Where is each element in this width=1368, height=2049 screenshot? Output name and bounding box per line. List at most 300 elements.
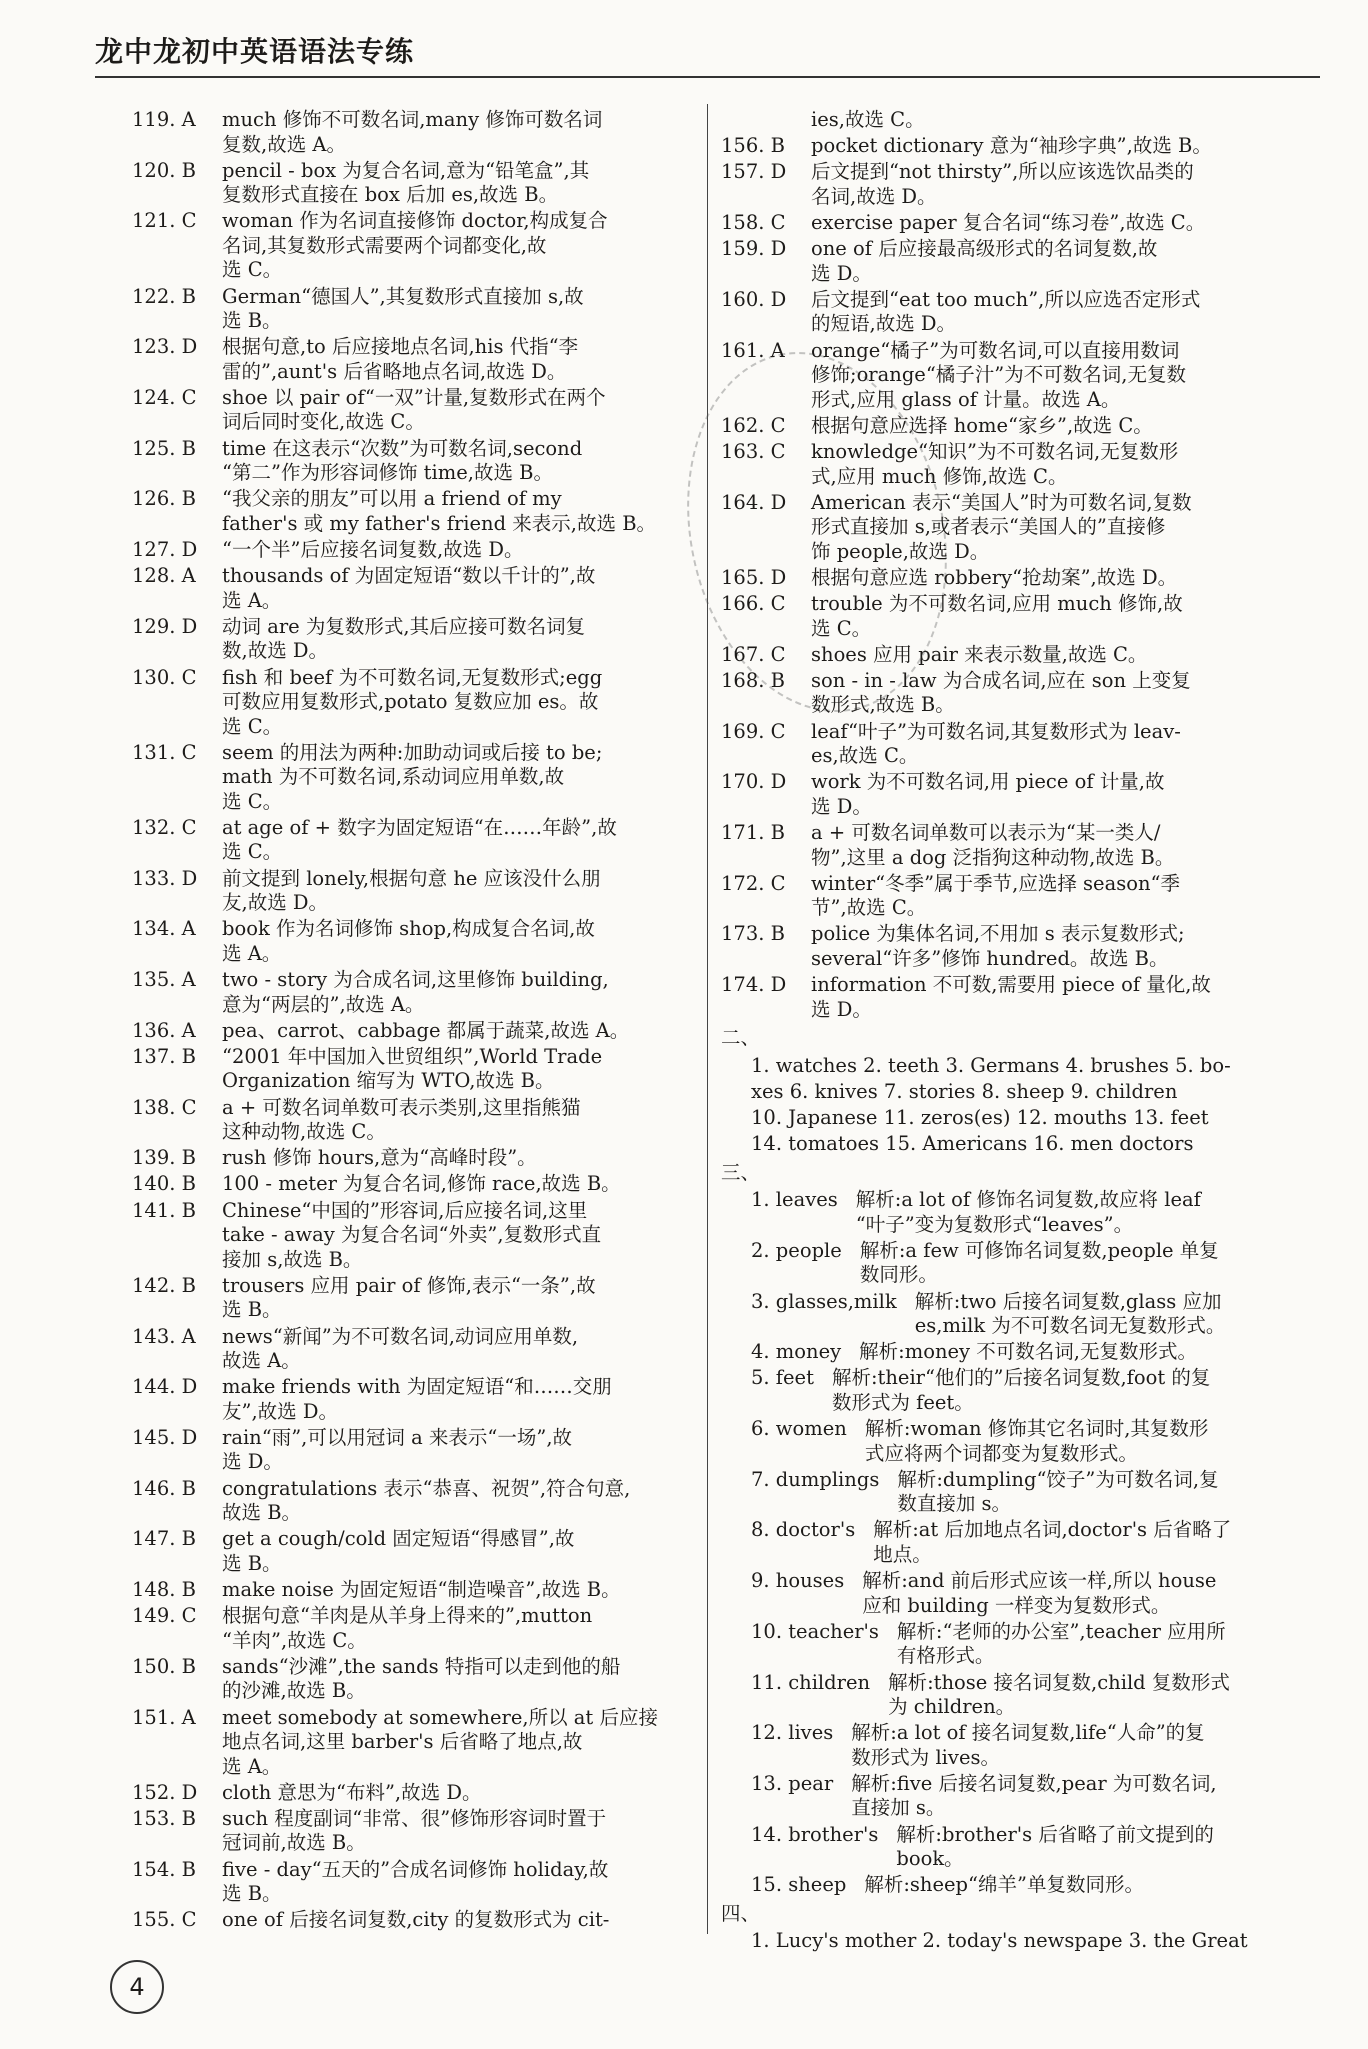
answer-explanation xyxy=(222,1807,702,1856)
fill-answer-line: xes 6. knives 7. stories 8. sheep 9. children xyxy=(751,1079,1178,1103)
answer-number: 140. B xyxy=(132,1172,196,1196)
fill-answer-line: 14. tomatoes 15. Americans 16. men doctors xyxy=(751,1132,1194,1156)
explanation-line: 饰 people,故选 D。 xyxy=(811,539,990,563)
explanation-line: information 不可数,需要用 piece of 量化,故 xyxy=(811,973,1211,997)
explanation-line: father's 或 my father's friend 来表示,故选 B。 xyxy=(222,511,657,535)
fill-answer: 10. teacher's xyxy=(751,1619,879,1643)
answer-explanation xyxy=(222,1146,702,1171)
answer-explanation xyxy=(222,741,702,815)
explanation-line: es,milk 为不可数名词无复数形式。 xyxy=(914,1314,1226,1337)
explanation-line: 解析:their“他们的”后接名词复数,foot 的复 xyxy=(831,1366,1211,1390)
answer-entry xyxy=(721,237,1321,286)
answer-explanation xyxy=(811,288,1321,337)
fill-answer: 13. pear xyxy=(751,1771,834,1795)
answer-number: 127. D xyxy=(132,538,198,561)
fill-answer: 12. lives xyxy=(751,1721,834,1745)
answer-entry xyxy=(132,1655,702,1704)
explanation-line: seem 的用法为两种:加助动词或后接 to be; xyxy=(222,740,603,764)
answer-entry xyxy=(132,108,702,157)
explanation-line: 为 children。 xyxy=(888,1695,1016,1718)
answer-explanation xyxy=(222,867,702,916)
explanation-line: 解析:money 不可数名词,无复数形式。 xyxy=(859,1340,1197,1364)
answer-entry xyxy=(721,872,1321,921)
answer-number: 143. A xyxy=(132,1324,196,1348)
explanation-line: 物”,这里 a dog 泛指狗这种动物,故选 B。 xyxy=(811,845,1175,869)
answer-number: 132. C xyxy=(132,815,197,839)
answer-number: 130. C xyxy=(132,665,197,689)
answer-explanation xyxy=(222,968,702,1017)
explanation-line: make noise 为固定短语“制造噪音”,故选 B。 xyxy=(222,1577,621,1601)
explanation-line: 这种动物,故选 C。 xyxy=(222,1120,386,1144)
answer-explanation xyxy=(811,669,1321,718)
answer-entry xyxy=(132,1325,702,1374)
answer-number: 153. B xyxy=(132,1806,196,1830)
fill-answer-item xyxy=(721,1671,1321,1720)
answer-entry xyxy=(721,414,1321,439)
answer-explanation xyxy=(811,211,1321,236)
explanation-line: 根据句意应选 robbery“抢劫案”,故选 D。 xyxy=(811,565,1178,589)
explanation-line: 形式,应用 glass of 计量。故选 A。 xyxy=(811,387,1121,411)
explanation-line: 根据句意“羊肉是从羊身上得来的”,mutton xyxy=(222,1604,593,1628)
answer-number: 166. C xyxy=(721,592,786,616)
fill-answer: 7. dumplings xyxy=(751,1467,880,1491)
explanation-line: time 在这表示“次数”为可数名词,second xyxy=(222,436,583,460)
explanation-line: 数,故选 D。 xyxy=(222,639,329,663)
explanation-line: 解析:and 前后形式应该一样,所以 house xyxy=(862,1569,1217,1593)
fill-answer: 11. children xyxy=(751,1670,871,1694)
right-entries xyxy=(721,134,1321,1022)
answer-number: 123. D xyxy=(132,335,198,359)
answer-explanation xyxy=(222,564,702,613)
fill-answer: 1. leaves xyxy=(751,1188,838,1212)
explanation-line: 解析:a few 可修饰名词复数,people 单复 xyxy=(859,1238,1219,1262)
explanation-line: 数直接加 s。 xyxy=(897,1492,1012,1516)
answer-entry xyxy=(132,1146,702,1171)
explanation-line: 的短语,故选 D。 xyxy=(811,312,957,336)
answer-explanation xyxy=(222,816,702,865)
answer-entry xyxy=(721,720,1321,769)
explanation-line: 选 C。 xyxy=(222,789,283,813)
explanation-line: book 作为名词修饰 shop,构成复合名词,故 xyxy=(222,917,595,941)
answer-explanation xyxy=(811,922,1321,971)
answer-number: 164. D xyxy=(721,490,787,514)
explanation-line: trouble 为不可数名词,应用 much 修饰,故 xyxy=(811,592,1183,616)
explanation-line: math 为不可数名词,系动词应用单数,故 xyxy=(222,765,565,789)
explanation-line: police 为集体名词,不用加 s 表示复数形式; xyxy=(811,922,1185,946)
explanation-line: 可数应用复数形式,potato 复数应加 es。故 xyxy=(222,690,599,714)
answer-entry xyxy=(132,1172,702,1197)
answer-entry xyxy=(132,666,702,740)
answer-entry xyxy=(132,1199,702,1273)
explanation-line: rush 修饰 hours,意为“高峰时段”。 xyxy=(222,1146,537,1170)
answer-entry xyxy=(132,538,702,563)
explanation-line: 根据句意应选择 home“家乡”,故选 C。 xyxy=(811,413,1153,437)
explanation-line: five - day“五天的”合成名词修饰 holiday,故 xyxy=(222,1857,609,1881)
answer-entry xyxy=(132,1578,702,1603)
answer-explanation xyxy=(222,285,702,334)
answer-entry xyxy=(132,159,702,208)
answer-explanation xyxy=(222,335,702,384)
answer-number: 163. C xyxy=(721,440,786,463)
explanation-line: 数形式,故选 B。 xyxy=(811,693,955,717)
fill-explanation xyxy=(842,1239,1321,1288)
answer-number: 165. D xyxy=(721,565,787,589)
explanation-line: 解析:brother's 后省略了前文提到的 xyxy=(896,1822,1214,1846)
answer-number: 119. A xyxy=(132,108,196,131)
header-rule xyxy=(95,76,1320,78)
explanation-line: 选 D。 xyxy=(222,1450,283,1474)
answer-entry xyxy=(132,741,702,815)
fill-explanation xyxy=(838,1188,1321,1237)
answer-number: 142. B xyxy=(132,1273,196,1297)
answer-entry xyxy=(721,922,1321,971)
explanation-line: 选 C。 xyxy=(222,714,283,738)
answer-number: 169. C xyxy=(721,719,786,743)
explanation-line: knowledge“知识”为不可数名词,无复数形 xyxy=(811,440,1179,463)
right-column xyxy=(721,108,1321,1955)
explanation-line: news“新闻”为不可数名词,动词应用单数, xyxy=(222,1324,579,1348)
fill-answer-item xyxy=(721,1366,1321,1415)
explanation-line: 选 C。 xyxy=(811,616,872,640)
answer-entry xyxy=(721,592,1321,641)
explanation-line: winter“冬季”属于季节,应选择 season“季 xyxy=(811,871,1180,895)
explanation-line: 故选 B。 xyxy=(222,1501,302,1525)
answer-entry xyxy=(721,669,1321,718)
answer-entry xyxy=(132,968,702,1017)
explanation-line: 前文提到 lonely,根据句意 he 应该没什么朋 xyxy=(222,866,601,890)
explanation-line: 选 B。 xyxy=(222,1882,282,1906)
answer-entry xyxy=(721,211,1321,236)
explanation-line: make friends with 为固定短语“和……交朋 xyxy=(222,1375,612,1399)
fill-explanation xyxy=(855,1518,1321,1567)
fill-answer-item xyxy=(721,1188,1321,1237)
answer-entry xyxy=(132,1604,702,1653)
page-number: 4 xyxy=(110,1960,164,2014)
answer-number: 168. B xyxy=(721,668,785,692)
answer-number: 121. C xyxy=(132,209,197,233)
fill-explanation xyxy=(879,1468,1321,1517)
explanation-line: trousers 应用 pair of 修饰,表示“一条”,故 xyxy=(222,1273,596,1297)
fill-answer-item xyxy=(721,1290,1321,1339)
explanation-line: 友,故选 D。 xyxy=(222,891,329,915)
answer-entry xyxy=(721,566,1321,591)
section-2-heading: 二、 xyxy=(721,1026,761,1050)
answer-number: 145. D xyxy=(132,1425,198,1449)
answer-number: 159. D xyxy=(721,237,787,261)
answer-explanation xyxy=(222,437,702,486)
explanation-line: at age of + 数字为固定短语“在……年龄”,故 xyxy=(222,815,617,839)
answer-explanation xyxy=(222,108,702,157)
explanation-line: 名词,故选 D。 xyxy=(811,184,937,208)
explanation-line: 解析:a lot of 修饰名词复数,故应将 leaf xyxy=(855,1188,1201,1212)
answer-entry xyxy=(132,1096,702,1145)
explanation-line: woman 作为名词直接修饰 doctor,构成复合 xyxy=(222,209,608,233)
fill-explanation xyxy=(879,1620,1321,1669)
explanation-line: 选 A。 xyxy=(222,588,282,612)
explanation-line: 选 B。 xyxy=(222,1298,282,1322)
explanation-line: pea、carrot、cabbage 都属于蔬菜,故选 A。 xyxy=(222,1018,630,1042)
fill-answer-line: 10. Japanese 11. zeros(es) 12. mouths 13. feet xyxy=(751,1105,1209,1129)
answer-explanation xyxy=(811,440,1321,489)
section-3-heading: 三、 xyxy=(721,1160,761,1184)
answer-explanation xyxy=(222,1274,702,1323)
answer-explanation xyxy=(222,1858,702,1907)
answer-explanation xyxy=(222,1706,702,1780)
explanation-line: 选 D。 xyxy=(811,997,872,1021)
answer-number: 131. C xyxy=(132,740,197,764)
answer-entry xyxy=(132,1477,702,1526)
answer-explanation xyxy=(222,538,702,563)
answer-number: 147. B xyxy=(132,1527,196,1551)
explanation-line: 复数形式直接在 box 后加 es,故选 B。 xyxy=(222,183,559,207)
answer-entry xyxy=(132,1426,702,1475)
answer-explanation xyxy=(811,566,1321,591)
answer-explanation xyxy=(811,134,1321,159)
explanation-line: 解析:“老师的办公室”,teacher 应用所 xyxy=(896,1619,1226,1643)
fill-answer-line: 1. Lucy's mother 2. today's newspape 3. the Great xyxy=(751,1929,1248,1953)
explanation-line: 选 D。 xyxy=(811,794,872,818)
answer-number: 144. D xyxy=(132,1375,198,1399)
answer-explanation xyxy=(811,592,1321,641)
explanation-line: meet somebody at somewhere,所以 at 后应接 xyxy=(222,1705,658,1729)
answer-number: 167. C xyxy=(721,642,786,666)
explanation-line: sands“沙滩”,the sands 特指可以走到他的船 xyxy=(222,1654,621,1678)
explanation-line: “第二”作为形容词修饰 time,故选 B。 xyxy=(222,461,553,485)
section-4-answers xyxy=(721,1929,1321,1954)
explanation-line: 友”,故选 D。 xyxy=(222,1399,339,1423)
answer-number: 146. B xyxy=(132,1476,196,1500)
answer-entry xyxy=(721,491,1321,565)
explanation-line: 解析:two 后接名词复数,glass 应加 xyxy=(914,1289,1222,1313)
explanation-line: es,故选 C。 xyxy=(811,744,919,768)
fill-answer: 2. people xyxy=(751,1238,842,1262)
answer-entry xyxy=(721,440,1321,489)
answer-number: 162. C xyxy=(721,413,786,437)
explanation-line: 后文提到“not thirsty”,所以应该选饮品类的 xyxy=(811,160,1194,184)
explanation-line: 修饰;orange“橘子汁”为不可数名词,无复数 xyxy=(811,363,1186,387)
answer-explanation xyxy=(222,1527,702,1576)
explanation-line: 解析:woman 修饰其它名词时,其复数形 xyxy=(864,1417,1209,1441)
answer-number: 160. D xyxy=(721,287,787,311)
explanation-line: 解析:dumpling“饺子”为可数名词,复 xyxy=(897,1467,1219,1491)
answer-entry xyxy=(132,335,702,384)
explanation-line: 应和 building 一样变为复数形式。 xyxy=(862,1593,1171,1617)
answer-number: 139. B xyxy=(132,1146,196,1170)
explanation-line: such 程度副词“非常、很”修饰形容词时置于 xyxy=(222,1806,607,1830)
explanation-line: 后文提到“eat too much”,所以应选否定形式 xyxy=(811,287,1201,311)
answer-explanation xyxy=(811,973,1321,1022)
explanation-line: 解析:five 后接名词复数,pear 为可数名词, xyxy=(851,1771,1217,1795)
explanation-line: 故选 A。 xyxy=(222,1349,301,1372)
section-4-heading: 四、 xyxy=(721,1901,761,1925)
answer-entry xyxy=(132,1527,702,1576)
explanation-line: 解析:sheep“绵羊”单复数同形。 xyxy=(864,1873,1144,1897)
explanation-line: 词后同时变化,故选 C。 xyxy=(222,410,425,434)
answer-number: 141. B xyxy=(132,1198,196,1222)
explanation-line: 的沙滩,故选 B。 xyxy=(222,1679,366,1703)
explanation-line: son - in - law 为合成名词,应在 son 上变复 xyxy=(811,668,1191,692)
explanation-line: “羊肉”,故选 C。 xyxy=(222,1628,367,1652)
fill-explanation xyxy=(847,1417,1321,1466)
column-divider xyxy=(707,104,708,1934)
explanation-line: 选 A。 xyxy=(222,941,282,965)
explanation-line: 解析:those 接名词复数,child 复数形式 xyxy=(888,1670,1230,1694)
answer-explanation xyxy=(811,339,1321,413)
answer-entry xyxy=(132,285,702,334)
explanation-line: 选 B。 xyxy=(222,1551,282,1575)
answer-number: 161. A xyxy=(721,338,785,362)
answer-entry xyxy=(132,1274,702,1323)
answer-number: 150. B xyxy=(132,1654,196,1678)
explanation-line: leaf“叶子”为可数名词,其复数形式为 leav- xyxy=(811,719,1181,743)
answer-number: 134. A xyxy=(132,917,196,941)
fill-explanation xyxy=(814,1366,1321,1415)
fill-explanation xyxy=(878,1823,1321,1872)
explanation-line: 解析:a lot of 接名词复数,life“人命”的复 xyxy=(851,1721,1205,1745)
answer-number: 172. C xyxy=(721,871,786,895)
explanation-line: 复数,故选 A。 xyxy=(222,132,346,156)
fill-explanation xyxy=(833,1721,1321,1770)
answer-explanation xyxy=(811,491,1321,565)
answer-entry xyxy=(721,160,1321,209)
answer-explanation xyxy=(222,1172,702,1197)
answer-explanation xyxy=(222,1426,702,1475)
explanation-line: one of 后接名词复数,city 的复数形式为 cit- xyxy=(222,1908,610,1932)
explanation-line: book。 xyxy=(896,1847,964,1871)
explanation-line: a + 可数名词单数可以表示为“某一类人/ xyxy=(811,821,1161,844)
answer-entry xyxy=(132,209,702,283)
explanation-line: 选 A。 xyxy=(222,1754,282,1778)
fill-answer-item xyxy=(721,1239,1321,1288)
answer-number: 170. D xyxy=(721,770,787,794)
explanation-line: 根据句意,to 后应接地点名词,his 代指“李 xyxy=(222,335,579,359)
answer-explanation xyxy=(222,386,702,435)
answer-number: 135. A xyxy=(132,968,196,991)
answer-number: 155. C xyxy=(132,1908,197,1932)
fill-answer: 9. houses xyxy=(751,1569,845,1593)
answer-number: 124. C xyxy=(132,385,197,409)
answer-number: 152. D xyxy=(132,1780,198,1804)
answer-explanation xyxy=(811,237,1321,286)
answer-explanation xyxy=(222,1019,702,1044)
explanation-line: two - story 为合成名词,这里修饰 building, xyxy=(222,968,609,991)
explanation-line: 解析:at 后加地点名词,doctor's 后省略了 xyxy=(873,1518,1232,1542)
fill-answer: 4. money xyxy=(751,1340,842,1364)
answer-entry xyxy=(132,386,702,435)
answer-number: 149. C xyxy=(132,1604,197,1628)
fill-explanation xyxy=(833,1772,1321,1821)
fill-answer-item xyxy=(721,1468,1321,1517)
answer-entry xyxy=(721,643,1321,668)
explanation-line: 直接加 s。 xyxy=(851,1796,946,1820)
explanation-line: cloth 意思为“布料”,故选 D。 xyxy=(222,1780,482,1804)
answer-explanation xyxy=(222,1096,702,1145)
answer-number: 133. D xyxy=(132,866,198,890)
answer-entry xyxy=(132,867,702,916)
explanation-line: 地点名词,这里 barber's 后省略了地点,故 xyxy=(222,1730,583,1753)
answer-number: 157. D xyxy=(721,160,787,184)
explanation-line: work 为不可数名词,用 piece of 计量,故 xyxy=(811,770,1165,794)
section-3-answers xyxy=(721,1188,1321,1898)
answer-entry xyxy=(721,134,1321,159)
explanation-line: rain“雨”,可以用冠词 a 来表示“一场”,故 xyxy=(222,1425,573,1449)
explanation-line: 冠词前,故选 B。 xyxy=(222,1831,366,1855)
explanation-line: “2001 年中国加入世贸组织”,World Trade xyxy=(222,1044,603,1068)
explanation-line: “一个半”后应接名词复数,故选 D。 xyxy=(222,538,524,561)
answer-entry xyxy=(132,437,702,486)
answer-entry xyxy=(132,1807,702,1856)
answer-number: 129. D xyxy=(132,614,198,638)
fill-answer: 8. doctor's xyxy=(751,1518,856,1542)
explanation-line: 有格形式。 xyxy=(896,1644,995,1668)
explanation-line: congratulations 表示“恭喜、祝贺”,符合句意, xyxy=(222,1476,631,1500)
explanation-line: 节”,故选 C。 xyxy=(811,896,927,920)
answer-explanation xyxy=(222,1578,702,1603)
explanation-line: pencil - box 为复合名词,意为“铅笔盒”,其 xyxy=(222,158,590,182)
explanation-line: 选 B。 xyxy=(222,309,282,333)
fill-explanation xyxy=(844,1569,1321,1618)
explanation-line: 形式直接加 s,或者表示“美国人的”直接修 xyxy=(811,515,1166,539)
answer-explanation xyxy=(222,666,702,740)
answer-explanation xyxy=(222,1045,702,1094)
answer-explanation xyxy=(811,821,1321,870)
answer-explanation xyxy=(222,1375,702,1424)
explanation-line: pocket dictionary 意为“袖珍字典”,故选 B。 xyxy=(811,134,1212,158)
answer-entry xyxy=(132,1908,702,1933)
answer-number: 148. B xyxy=(132,1577,196,1601)
explanation-line: 选 C。 xyxy=(222,840,283,864)
left-column xyxy=(132,108,702,1934)
explanation-line: fish 和 beef 为不可数名词,无复数形式;egg xyxy=(222,665,603,689)
explanation-line: 100 - meter 为复合名词,修饰 race,故选 B。 xyxy=(222,1172,621,1196)
explanation-line: exercise paper 复合名词“练习卷”,故选 C。 xyxy=(811,211,1206,235)
fill-answer: 15. sheep xyxy=(751,1873,847,1897)
page-header-title: 龙中龙初中英语语法专练 xyxy=(95,35,415,68)
answer-entry xyxy=(721,973,1321,1022)
explanation-line: 选 C。 xyxy=(222,258,283,282)
explanation-line: shoe 以 pair of“一双”计量,复数形式在两个 xyxy=(222,385,606,409)
answer-entry xyxy=(132,816,702,865)
explanation-line: a + 可数名词单数可表示类别,这里指熊猫 xyxy=(222,1095,581,1119)
fill-answer-item xyxy=(721,1569,1321,1618)
explanation-line: 名词,其复数形式需要两个词都变化,故 xyxy=(222,233,547,257)
answer-number: 128. A xyxy=(132,564,196,588)
explanation-line: several“许多”修饰 hundred。故选 B。 xyxy=(811,946,1169,970)
answer-number: 122. B xyxy=(132,284,196,308)
explanation-line: 数形式为 feet。 xyxy=(831,1390,974,1414)
answer-explanation xyxy=(222,1655,702,1704)
answer-explanation xyxy=(811,720,1321,769)
explanation-line: take - away 为复合名词“外卖”,复数形式直 xyxy=(222,1223,602,1247)
explanation-line: 式,应用 much 修饰,故选 C。 xyxy=(811,464,1068,488)
answer-explanation xyxy=(811,160,1321,209)
answer-explanation xyxy=(222,159,702,208)
fill-answer: 3. glasses,milk xyxy=(751,1289,897,1313)
answer-number: 126. B xyxy=(132,487,196,511)
fill-explanation xyxy=(870,1671,1321,1720)
answer-entry xyxy=(132,917,702,966)
explanation-line: 式应将两个词都变为复数形式。 xyxy=(864,1441,1138,1465)
fill-explanation xyxy=(841,1340,1321,1365)
explanation-line: 数同形。 xyxy=(859,1263,938,1287)
continuation-line: ies,故选 C。 xyxy=(811,108,925,131)
answer-explanation xyxy=(222,917,702,966)
fill-answer-item xyxy=(721,1823,1321,1872)
answer-explanation xyxy=(811,770,1321,819)
answer-entry xyxy=(132,1375,702,1424)
answer-number: 174. D xyxy=(721,973,787,997)
answer-explanation xyxy=(222,209,702,283)
